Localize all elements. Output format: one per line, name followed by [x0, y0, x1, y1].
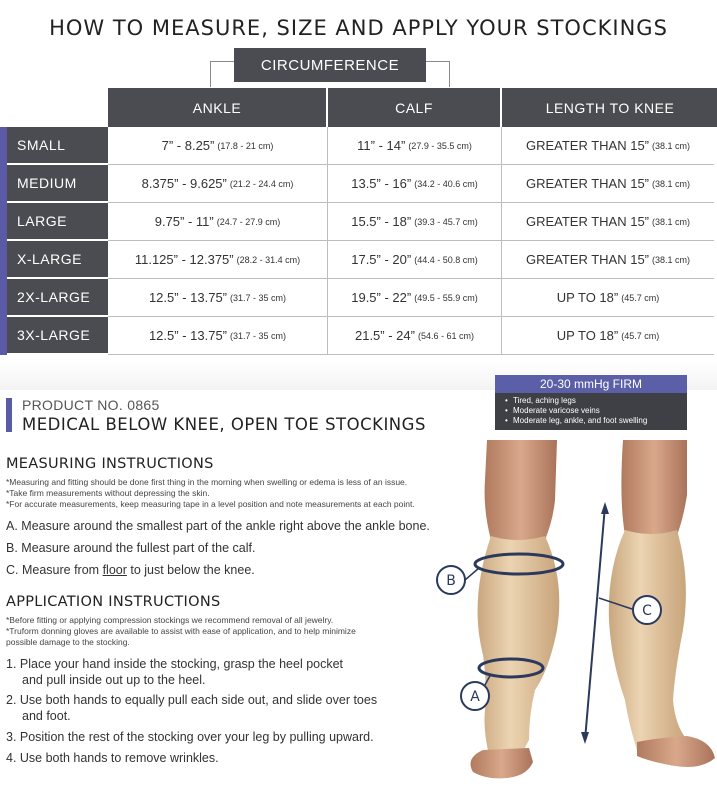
cm-value: (28.2 - 31.4 cm) [236, 254, 301, 265]
inch-value: 7” - 8.25” [161, 138, 215, 153]
size-label: MEDIUM [7, 165, 108, 203]
row-accent [0, 241, 7, 279]
calf-value [328, 279, 502, 317]
table-header-row [108, 88, 717, 127]
measuring-note: *Measuring and fitting should be done first thing in the morning when swelling or edema is less of an issue. [6, 477, 408, 487]
ankle-value [108, 127, 328, 165]
cm-value: (31.7 - 35 cm) [230, 330, 287, 341]
cm-value: (31.7 - 35 cm) [230, 292, 287, 303]
firmness-item: • Moderate leg, ankle, and foot swelling [505, 416, 679, 426]
table-row [0, 165, 714, 203]
ankle-value [108, 317, 328, 355]
measuring-note: *Take firm measurements without depressing the skin. [6, 488, 210, 498]
header-ankle: ANKLE [108, 88, 328, 127]
inch-value: UP TO 18” [556, 290, 619, 305]
application-step-1: 1. Place your hand inside the stocking, grasp the heel pocket [6, 657, 344, 671]
step-c-text: to just below the knee. [126, 563, 255, 577]
header-length-to-knee: LENGTH TO KNEE [502, 88, 717, 127]
length-value [502, 127, 714, 165]
measuring-step-b: B. Measure around the fullest part of the calf. [6, 541, 256, 555]
inch-value: 19.5” - 22” [351, 290, 412, 305]
application-note: possible damage to the stocking. [6, 637, 130, 647]
cm-value: (21.2 - 24.4 cm) [229, 178, 294, 189]
product-name: MEDICAL BELOW KNEE, OPEN TOE STOCKINGS [22, 415, 426, 434]
application-note: *Truform donning gloves are available to assist with ease of application, and to help minimize [6, 626, 356, 636]
step-c-floor: floor [102, 563, 127, 577]
inch-value: GREATER THAN 15” [525, 138, 650, 153]
application-step-2-cont: and foot. [22, 709, 71, 723]
size-label: 2X-LARGE [7, 279, 108, 317]
cm-value: (24.7 - 27.9 cm) [216, 216, 281, 227]
legs-svg [425, 440, 717, 797]
firmness-list [495, 393, 687, 430]
cm-value: (38.1 cm) [652, 140, 691, 151]
calf-value [328, 241, 502, 279]
inch-value: 11.125” - 12.375” [134, 252, 234, 267]
inch-value: 17.5” - 20” [351, 252, 412, 267]
header-calf: CALF [328, 88, 502, 127]
inch-value: 15.5” - 18” [351, 214, 412, 229]
inch-value: 8.375” - 9.625” [141, 176, 227, 191]
firmness-item: • Tired, aching legs [505, 396, 679, 406]
ankle-value [108, 279, 328, 317]
marker-a-label: A [470, 689, 480, 705]
row-accent [0, 279, 7, 317]
page-title: HOW TO MEASURE, SIZE AND APPLY YOUR STOCKINGS [49, 16, 668, 40]
table-row [0, 317, 714, 355]
inch-value: GREATER THAN 15” [525, 214, 650, 229]
inch-value: 11” - 14” [357, 138, 406, 153]
inch-value: 21.5” - 24” [354, 328, 415, 343]
table-row [0, 203, 714, 241]
row-accent [0, 203, 7, 241]
ankle-value [108, 241, 328, 279]
table-row [0, 241, 714, 279]
calf-value [328, 127, 502, 165]
product-accent-bar [6, 398, 12, 432]
measuring-note: *For accurate measurements, keep measuring tape in a level position and note measurements at each point. [6, 499, 415, 509]
inch-value: GREATER THAN 15” [525, 252, 650, 267]
row-accent [0, 165, 7, 203]
inch-value: 12.5” - 13.75” [148, 328, 227, 343]
calf-value [328, 165, 502, 203]
right-toes [637, 736, 715, 767]
measuring-step-c [6, 562, 255, 578]
circumference-header: CIRCUMFERENCE [234, 48, 426, 82]
inch-value: 9.75” - 11” [154, 214, 214, 229]
left-stocking [478, 536, 560, 755]
table-row [0, 127, 714, 165]
left-toes [471, 748, 533, 778]
cm-value: (54.6 - 61 cm) [417, 330, 474, 341]
firmness-box [495, 375, 687, 430]
marker-b-label: B [446, 573, 456, 589]
size-label: LARGE [7, 203, 108, 241]
measuring-title: MEASURING INSTRUCTIONS [6, 456, 214, 472]
application-step-3: 3. Position the rest of the stocking over your leg by pulling upward. [6, 730, 374, 744]
cm-value: (45.7 cm) [621, 292, 660, 303]
application-note: *Before fitting or applying compression stockings we recommend removal of all jewelry. [6, 615, 334, 625]
length-value [502, 203, 714, 241]
length-value [502, 279, 714, 317]
inch-value: 12.5” - 13.75” [148, 290, 227, 305]
application-step-1-cont: and pull inside out up to the heel. [22, 673, 206, 687]
left-knee-skin [485, 440, 557, 540]
product-number: PRODUCT NO. 0865 [22, 397, 160, 413]
size-label: SMALL [7, 127, 108, 165]
cm-value: (49.5 - 55.9 cm) [414, 292, 478, 303]
cm-value: (45.7 cm) [621, 330, 660, 341]
size-label: 3X-LARGE [7, 317, 108, 355]
length-arrow [585, 506, 605, 740]
inch-value: GREATER THAN 15” [525, 176, 650, 191]
leg-illustration [425, 440, 717, 797]
cm-value: (27.9 - 35.5 cm) [408, 140, 472, 151]
step-c-text: C. Measure from [6, 563, 103, 577]
application-title: APPLICATION INSTRUCTIONS [6, 594, 221, 610]
table-row [0, 279, 714, 317]
size-label: X-LARGE [7, 241, 108, 279]
row-accent [0, 127, 7, 165]
right-stocking [609, 530, 687, 750]
cm-value: (44.4 - 50.8 cm) [414, 254, 478, 265]
inch-value: UP TO 18” [556, 328, 619, 343]
right-knee-skin [621, 440, 687, 535]
cm-value: (38.1 cm) [652, 254, 691, 265]
calf-value [328, 203, 502, 241]
measuring-step-a: A. Measure around the smallest part of the ankle right above the ankle bone. [6, 519, 430, 533]
row-accent [0, 317, 7, 355]
cm-value: (39.3 - 45.7 cm) [414, 216, 478, 227]
firmness-title: 20-30 mmHg FIRM [495, 375, 687, 393]
application-step-2: 2. Use both hands to equally pull each side out, and slide over toes [6, 693, 378, 707]
length-value [502, 317, 714, 355]
marker-c-label: C [642, 603, 652, 619]
firmness-item: • Moderate varicose veins [505, 406, 679, 416]
ankle-value [108, 165, 328, 203]
cm-value: (38.1 cm) [652, 178, 691, 189]
inch-value: 13.5” - 16” [351, 176, 412, 191]
length-value [502, 165, 714, 203]
cm-value: (38.1 cm) [652, 216, 691, 227]
ankle-value [108, 203, 328, 241]
cm-value: (34.2 - 40.6 cm) [414, 178, 478, 189]
application-step-4: 4. Use both hands to remove wrinkles. [6, 751, 219, 765]
cm-value: (17.8 - 21 cm) [217, 140, 274, 151]
length-value [502, 241, 714, 279]
calf-value [328, 317, 502, 355]
